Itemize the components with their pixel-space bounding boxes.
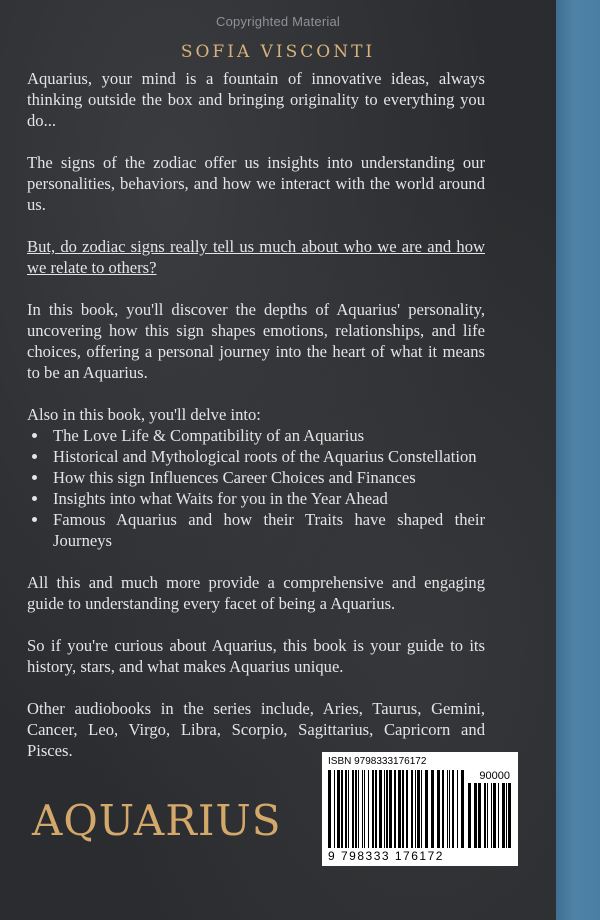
list-item: • Historical and Mythological roots of the Aquarius Constellation bbox=[49, 446, 485, 467]
feature-list bbox=[27, 425, 485, 551]
paragraph-zodiac: The signs of the zodiac offer us insights into understanding our personalities, behaviors, and how we interact with the world around us. bbox=[27, 153, 485, 214]
watermark: Copyrighted Material bbox=[216, 14, 340, 29]
paragraph-question: But, do zodiac signs really tell us much about who we are and how we relate to others? bbox=[27, 237, 485, 277]
paragraph-curious: So if you're curious about Aquarius, this book is your guide to its history, stars, and what makes Aquarius unique. bbox=[27, 636, 485, 676]
book-title: AQUARIUS bbox=[32, 796, 282, 845]
paragraph-series: Other audiobooks in the series include, Aries, Taurus, Gemini, Cancer, Leo, Virgo, Libra, Scorpio, Sagittarius, Capricorn and Pisces. bbox=[27, 699, 485, 760]
ean-bars-icon bbox=[328, 770, 464, 848]
barcode bbox=[322, 752, 518, 866]
list-item: • Famous Aquarius and how their Traits have shaped their Journeys bbox=[49, 509, 485, 551]
list-item: • How this sign Influences Career Choices and Finances bbox=[49, 467, 485, 488]
isbn-label: ISBN 9798333176172 bbox=[328, 756, 427, 767]
list-item: • Insights into what Waits for you in the Year Ahead bbox=[49, 488, 485, 509]
isbn-digits: 9 798333 176172 bbox=[328, 849, 444, 863]
price-code: 90000 bbox=[479, 770, 510, 782]
blurb bbox=[27, 68, 485, 782]
list-item: • The Love Life & Compatibility of an Aquarius bbox=[49, 425, 485, 446]
paragraph-delve: Also in this book, you'll delve into: bbox=[27, 405, 261, 424]
paragraph-summary: All this and much more provide a comprehensive and engaging guide to understanding every facet of being a Aquarius. bbox=[27, 573, 485, 613]
paragraph-intro: Aquarius, your mind is a fountain of innovative ideas, always thinking outside the box and bringing originality to everything you do... bbox=[27, 69, 485, 130]
author-name: SOFIA VISCONTI bbox=[180, 42, 376, 62]
addon-bars-icon bbox=[468, 783, 512, 848]
spine-edge bbox=[556, 0, 600, 920]
paragraph-discover: In this book, you'll discover the depths of Aquarius' personality, uncovering how this sign shapes emotions, relationships, and life choices, offering a personal journey into the heart of what it means to be an Aquarius. bbox=[27, 300, 485, 382]
